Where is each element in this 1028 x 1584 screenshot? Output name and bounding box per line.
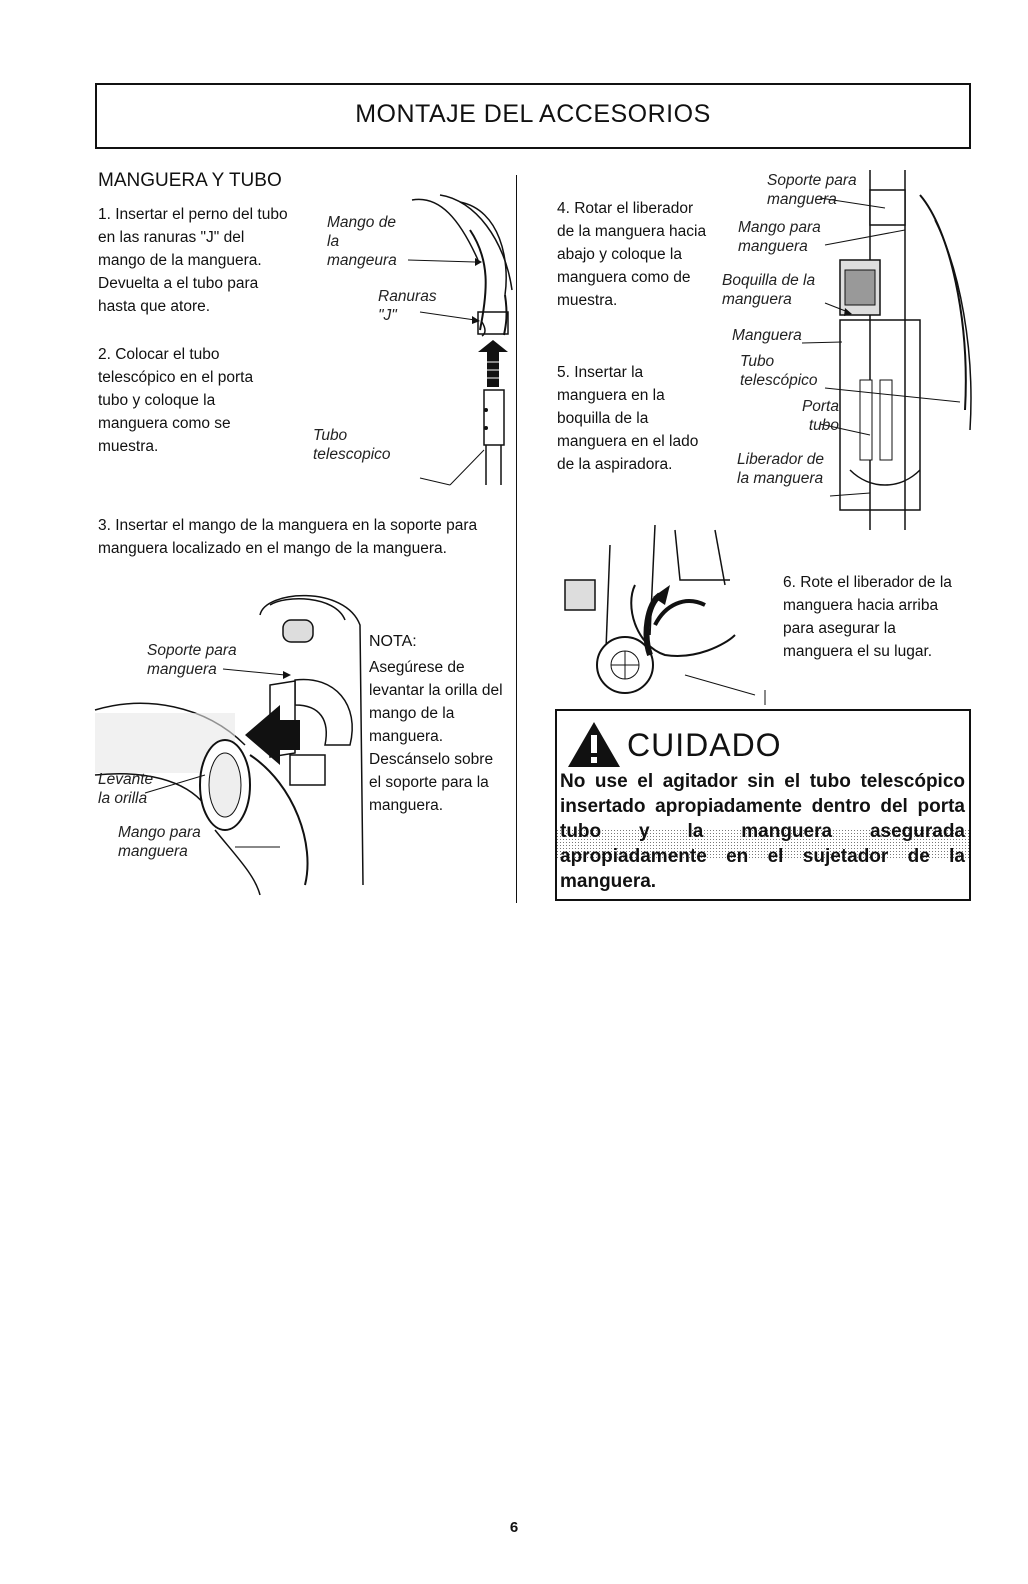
hose-release-illustration: [555, 525, 780, 705]
section-title: MANGUERA Y TUBO: [98, 170, 282, 191]
page-title: MONTAJE DEL ACCESORIOS: [355, 100, 711, 128]
label-tubo-telescopico: Tubo telescopico: [313, 427, 391, 463]
step-5-text: 5. Insertar la manguera en la boquilla de la manguera en el lado de la aspiradora.: [557, 364, 699, 473]
label-levante-la-orilla: Levante la orilla: [98, 771, 154, 807]
label-soporte-para-manguera: Soporte para manguera: [147, 642, 237, 678]
caution-text: No use el agitador sin el tubo telescópico insertado apropiadamente dentro del porta tubo y la manguera asegurada apropiadamente en el sujetador de la manguera.: [560, 771, 965, 892]
step-3-text: 3. Insertar el mango de la manguera en la soporte para manguera localizado en el mango de la manguera.: [98, 517, 478, 557]
label-boquilla-de-la-manguera: Boquilla de la manguera: [722, 272, 816, 308]
step-1-text: 1. Insertar el perno del tubo en las ranuras "J" del mango de la manguera. Devuelta a el tubo para hasta que atore.: [98, 206, 288, 315]
step-6-text: 6. Rote el liberador de la manguera hacia arriba para asegurar la manguera el su lugar.: [783, 574, 952, 660]
label-soporte-para-manguera-2: Soporte para manguera: [767, 172, 857, 208]
label-ranuras-j: Ranuras "J": [378, 288, 437, 324]
page-number: 6: [509, 1519, 519, 1536]
label-mango-de-la-mangeura: Mango de la mangeura: [327, 214, 397, 269]
label-liberador-de-la-manguera: Liberador de la manguera: [737, 451, 825, 487]
step-4-text: 4. Rotar el liberador de la manguera hacia abajo y coloque la manguera como de muestra.: [557, 200, 707, 309]
label-tubo-telescopico-2: Tubo telescópico: [740, 353, 818, 389]
label-mango-para-manguera: Mango para manguera: [118, 824, 201, 860]
note-title: NOTA:: [369, 633, 417, 650]
column-divider: [516, 175, 517, 903]
label-manguera: Manguera: [732, 327, 802, 344]
caution-title: CUIDADO: [627, 727, 782, 763]
label-porta-tubo: Porta tubo: [801, 398, 839, 434]
step-2-text: 2. Colocar el tubo telescópico en el porta tubo y coloque la manguera como se muestra.: [98, 346, 254, 455]
note-text: Asegúrese de levantar la orilla del mango de la manguera. Descánselo sobre el soporte para la manguera.: [369, 659, 503, 814]
warning-icon: [566, 720, 622, 770]
label-mango-para-manguera-2: Mango para manguera: [738, 219, 821, 255]
